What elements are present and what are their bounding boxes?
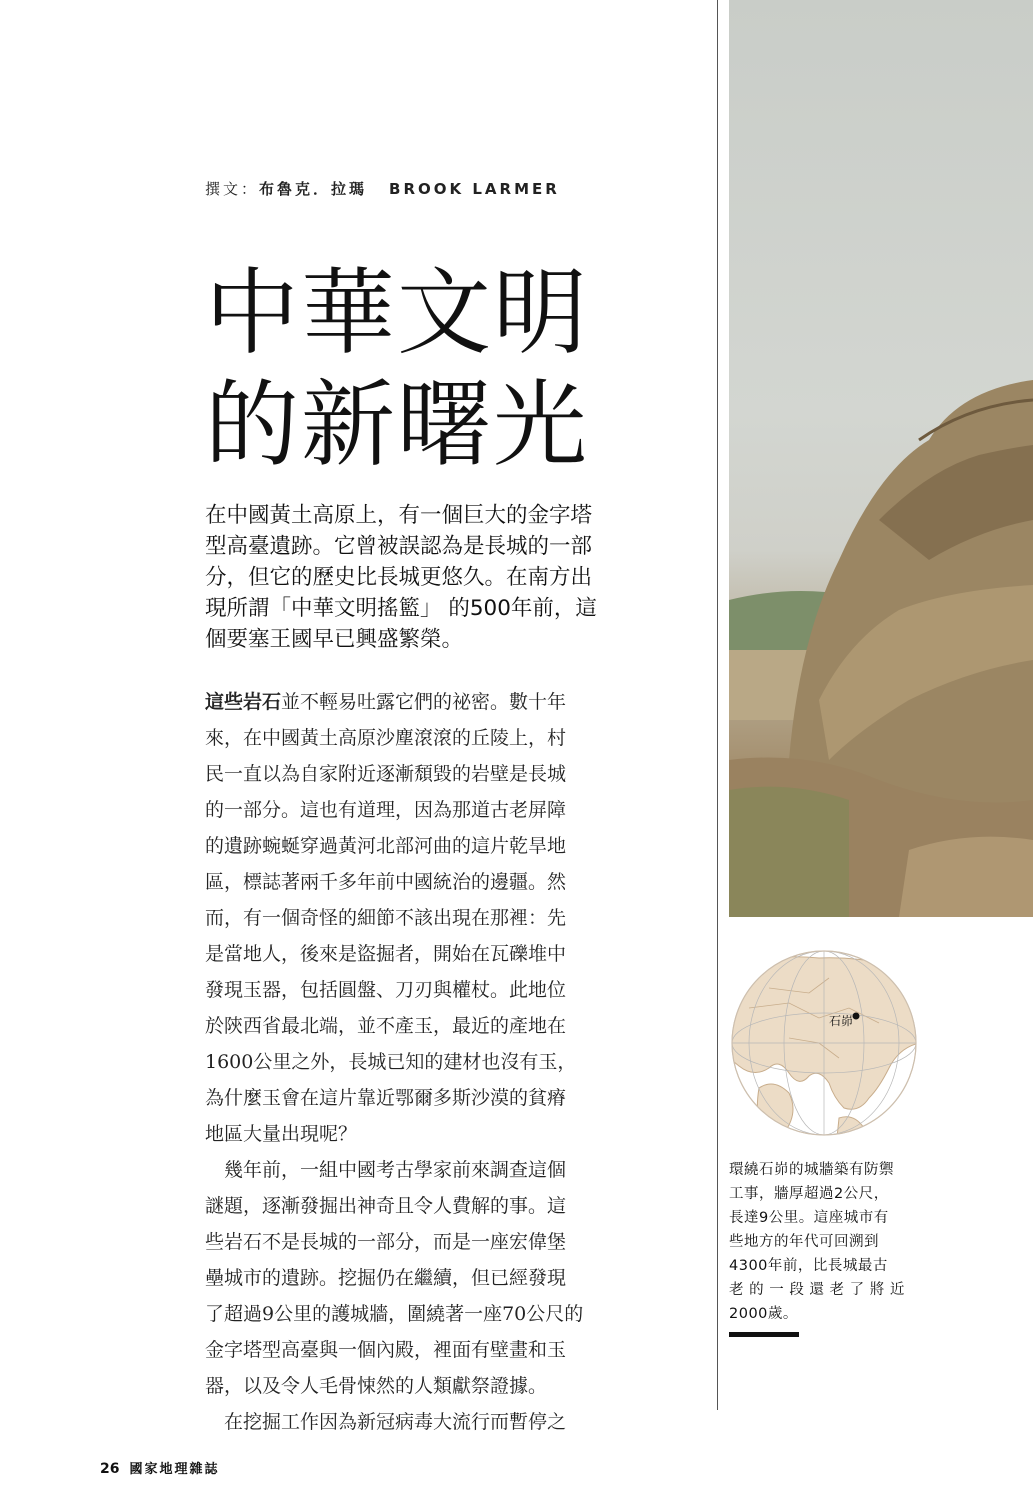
body-line: 幾年前，一組中國考古學家前來調查這個 <box>205 1159 567 1181</box>
caption-line: 2000歲。 <box>729 1306 798 1322</box>
body-line <box>205 684 610 720</box>
byline-label: 撰文： <box>205 180 260 198</box>
foreground-soil <box>899 837 1033 917</box>
dek-line: 現所謂「中華文明搖籃」 的500年前，這 <box>205 596 597 621</box>
article-body <box>205 684 610 1440</box>
body-line: 地區大量出現呢？ <box>205 1123 358 1145</box>
caption-line: 工事，牆厚超過2公尺， <box>729 1186 889 1202</box>
shimao-location-dot <box>853 1013 860 1020</box>
body-line: 些岩石不是長城的一部分，而是一座宏偉堡 <box>205 1231 567 1253</box>
dek-line: 在中國黃土高原上，有一個巨大的金字塔 <box>205 503 593 528</box>
body-line: 器，以及令人毛骨悚然的人類獻祭證據。 <box>205 1375 548 1397</box>
page-number: 26 <box>100 1461 120 1477</box>
byline <box>205 178 560 199</box>
body-line: 的一部分。這也有道理，因為那道古老屏障 <box>205 799 567 821</box>
ruins-photo <box>729 0 1033 917</box>
ruins-illustration <box>729 0 1033 917</box>
body-line: 1600公里之外，長城已知的建材也沒有玉， <box>205 1051 577 1073</box>
caption-line: 長達9公里。這座城市有 <box>729 1210 889 1226</box>
body-line: 區，標誌著兩千多年前中國統治的邊疆。然 <box>205 871 567 893</box>
page-folio <box>100 1458 220 1477</box>
body-lead-in: 這些岩石 <box>205 691 282 713</box>
dek-line: 分，但它的歷史比長城更悠久。在南方出 <box>205 565 593 590</box>
body-line: 金字塔型高臺與一個內殿，裡面有壁畫和玉 <box>205 1339 567 1361</box>
map-label-shimao: 石峁 <box>829 1014 854 1028</box>
body-line: 謎題，逐漸發掘出神奇且令人費解的事。這 <box>205 1195 567 1217</box>
caption-line: 些地方的年代可回溯到 <box>729 1234 879 1250</box>
body-line: 民一直以為自家附近逐漸頹毀的岩壁是長城 <box>205 763 567 785</box>
body-line: 而，有一個奇怪的細節不該出現在那裡：先 <box>205 907 567 929</box>
body-line: 於陝西省最北端，並不產玉，最近的產地在 <box>205 1015 567 1037</box>
caption-line: 4300年前，比長城最古 <box>729 1258 888 1274</box>
body-line: 壘城市的遺跡。挖掘仍在繼續，但已經發現 <box>205 1267 567 1289</box>
title-line-2: 的新曙光 <box>205 371 590 480</box>
publication-name: 國家地理雜誌 <box>129 1462 220 1477</box>
foreground-grass <box>729 787 849 917</box>
body-line: 發現玉器，包括圓盤、刀刃與權杖。此地位 <box>205 979 567 1001</box>
byline-author-zh: 布魯克．拉瑪 <box>259 180 368 198</box>
article-dek <box>205 500 635 655</box>
locator-globe <box>729 948 919 1138</box>
dek-line: 型高臺遺跡。它曾被誤認為是長城的一部 <box>205 534 593 559</box>
caption-line: 環繞石峁的城牆築有防禦 <box>729 1162 894 1178</box>
body-line: 在挖掘工作因為新冠病毒大流行而暫停之 <box>205 1411 567 1433</box>
photo-caption <box>729 1158 919 1326</box>
byline-author-en: BROOK LARMER <box>389 180 560 198</box>
body-line: 為什麼玉會在這片靠近鄂爾多斯沙漠的貧瘠 <box>205 1087 567 1109</box>
article-title <box>205 258 589 482</box>
body-line: 是當地人，後來是盜掘者，開始在瓦礫堆中 <box>205 943 567 965</box>
title-line-1: 中華文明 <box>205 259 590 368</box>
body-line: 的遺跡蜿蜒穿過黃河北部河曲的這片乾旱地 <box>205 835 567 857</box>
body-line: 了超過9公里的護城牆，圍繞著一座70公尺的 <box>205 1303 584 1325</box>
body-line: 來，在中國黃土高原沙塵滾滾的丘陵上，村 <box>205 727 567 749</box>
dek-line: 個要塞王國早已興盛繁榮。 <box>205 627 464 652</box>
caption-line: 老 的 一 段 還 老 了 將 近 <box>729 1282 905 1298</box>
body-first-line-rest: 並不輕易吐露它們的祕密。數十年 <box>281 691 567 713</box>
column-divider <box>717 0 718 1410</box>
caption-rule <box>729 1332 799 1337</box>
globe-map <box>729 948 919 1138</box>
